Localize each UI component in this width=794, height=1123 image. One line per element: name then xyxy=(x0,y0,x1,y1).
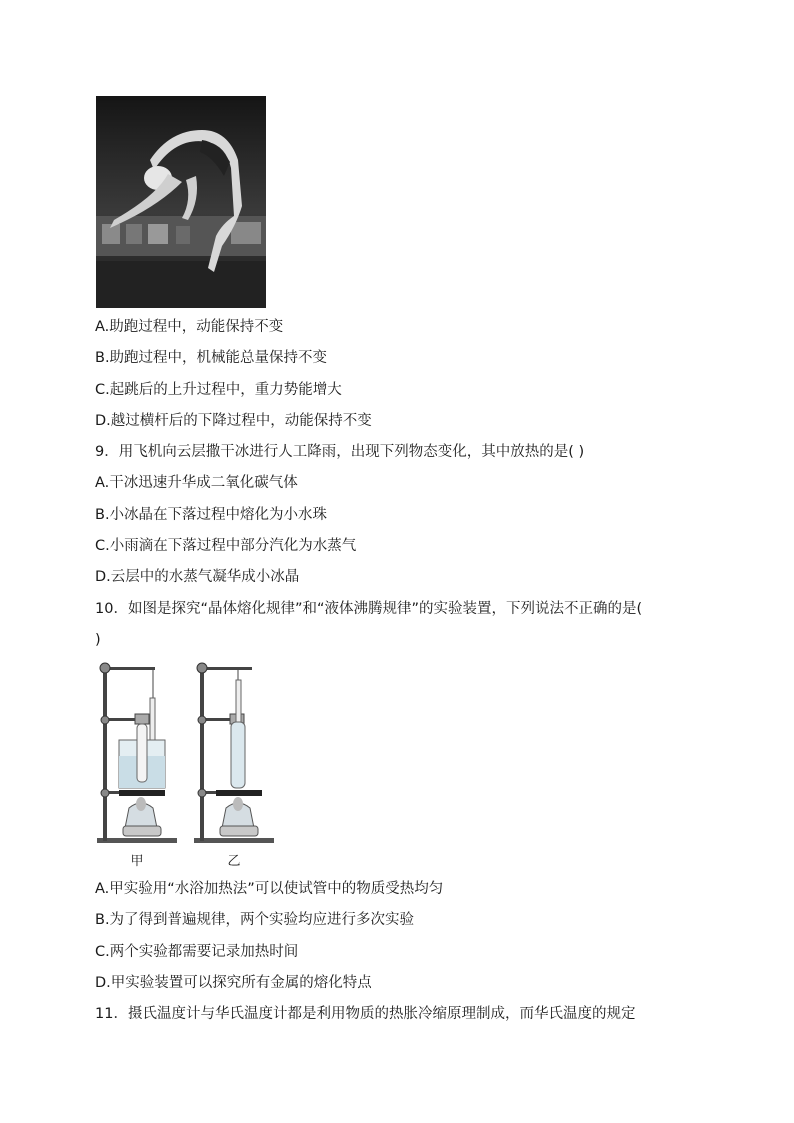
q8-option-c: C.起跳后的上升过程中，重力势能增大 xyxy=(95,382,342,398)
q10-option-b: B.为了得到普遍规律，两个实验均应进行多次实验 xyxy=(95,912,415,928)
q10-option-a: A.甲实验用“水浴加热法”可以使试管中的物质受热均匀 xyxy=(95,881,444,897)
q9-option-a: A.干冰迅速升华成二氧化碳气体 xyxy=(95,475,298,491)
q8-option-d: D.越过横杆后的下降过程中，动能保持不变 xyxy=(95,413,372,429)
high-jump-photo xyxy=(96,96,266,308)
caption-yi: 乙 xyxy=(227,854,241,869)
high-jumper-image xyxy=(96,96,266,308)
q10-stem-line2: ) xyxy=(95,632,101,648)
q10-option-d: D.甲实验装置可以探究所有金属的熔化特点 xyxy=(95,975,372,991)
apparatus-jia xyxy=(97,663,177,869)
q9-option-b: B.小冰晶在下落过程中熔化为小水珠 xyxy=(95,507,328,523)
caption-jia: 甲 xyxy=(130,854,144,869)
q9-stem: 9．用飞机向云层撒干冰进行人工降雨，出现下列物态变化，其中放热的是( ) xyxy=(95,444,585,460)
apparatus-figure xyxy=(93,658,283,873)
apparatus-yi xyxy=(194,663,274,869)
q8-option-a: A.助跑过程中，动能保持不变 xyxy=(95,319,284,335)
q9-option-d: D.云层中的水蒸气凝华成小冰晶 xyxy=(95,569,300,585)
q11-stem: 11．摄氏温度计与华氏温度计都是利用物质的热胀冷缩原理制成，而华氏温度的规定 xyxy=(95,1006,636,1022)
q10-stem-line1: 10．如图是探究“晶体熔化规律”和“液体沸腾规律”的实验装置，下列说法不正确的是( xyxy=(95,601,643,617)
q10-option-c: C.两个实验都需要记录加热时间 xyxy=(95,944,299,960)
q9-option-c: C.小雨滴在下落过程中部分汽化为水蒸气 xyxy=(95,538,357,554)
q8-option-b: B.助跑过程中，机械能总量保持不变 xyxy=(95,350,328,366)
